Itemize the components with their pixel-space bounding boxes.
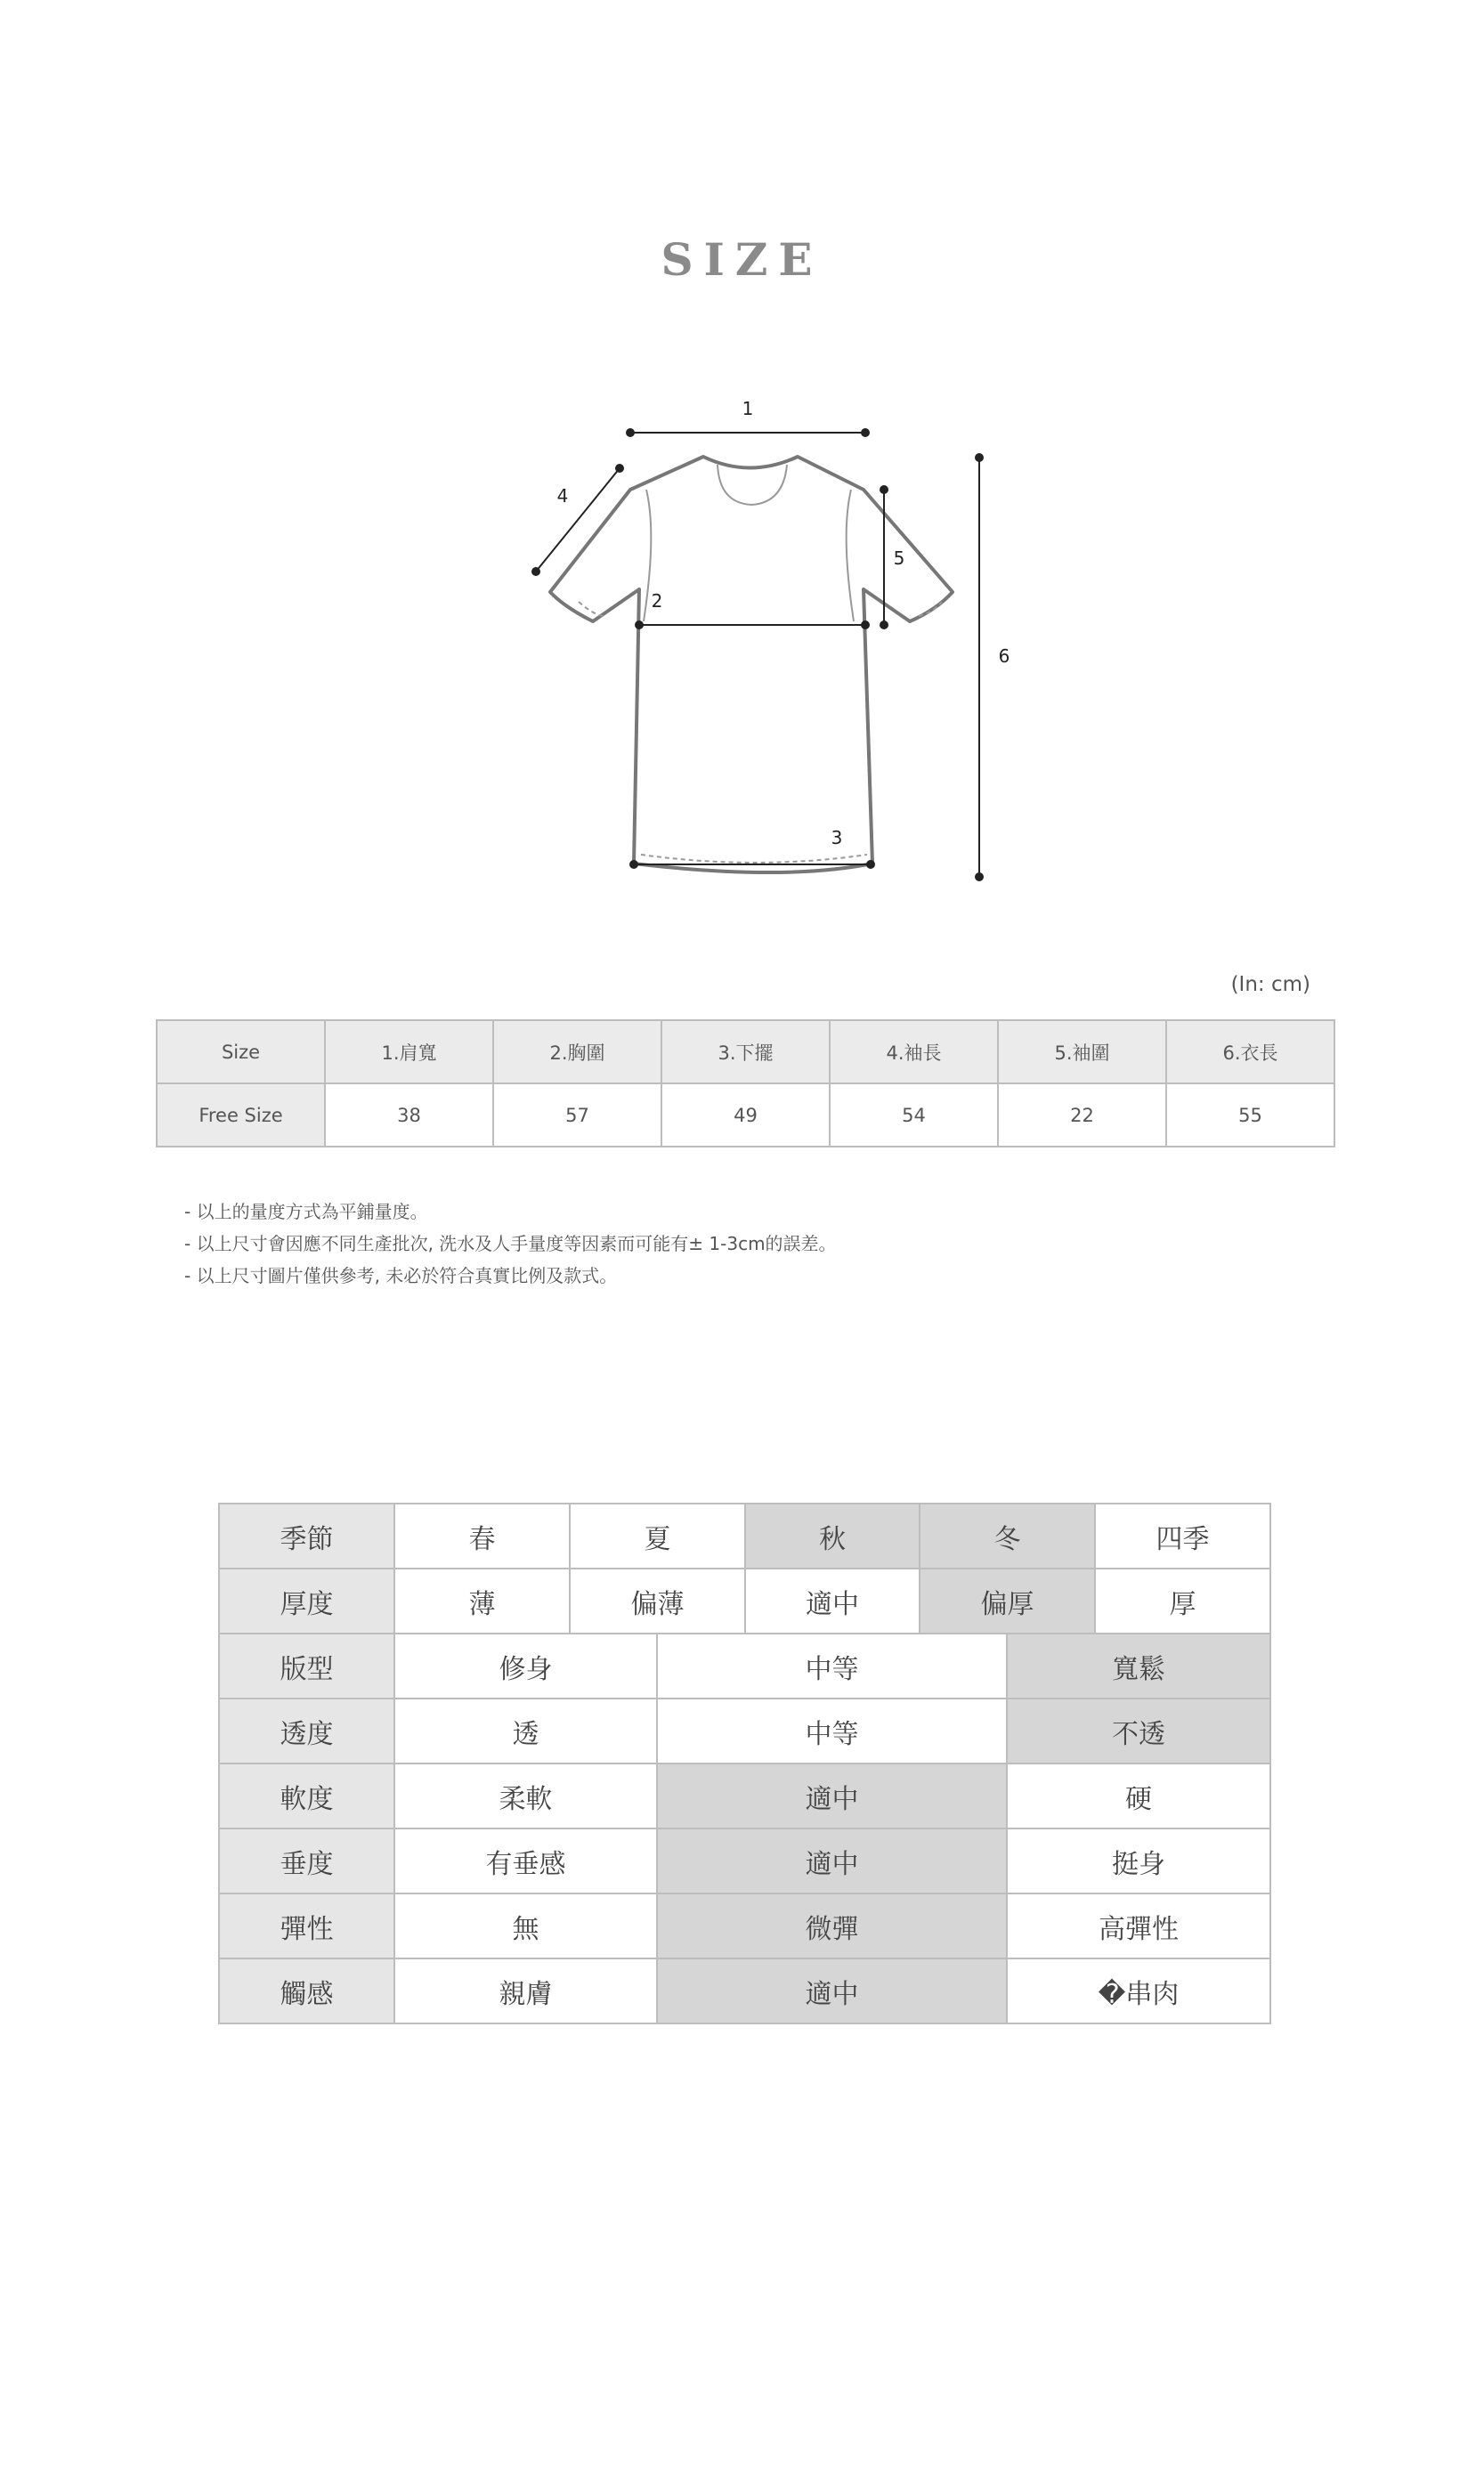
note-line: - 以上的量度方式為平鋪量度。 bbox=[184, 1201, 428, 1222]
fabric-option: 無 bbox=[394, 1893, 657, 1958]
fabric-option: 高彈性 bbox=[1007, 1893, 1270, 1958]
size-value-cell: 49 bbox=[661, 1083, 830, 1147]
sleeve-seam-left bbox=[644, 490, 651, 621]
collar-inner bbox=[718, 465, 787, 505]
fabric-option: 親膚 bbox=[394, 1958, 657, 2023]
fabric-option: 修身 bbox=[394, 1634, 657, 1699]
size-value-cell: 54 bbox=[830, 1083, 998, 1147]
fabric-option-selected: 秋 bbox=[745, 1504, 920, 1569]
size-value-cell: 22 bbox=[998, 1083, 1166, 1147]
fabric-option: 春 bbox=[394, 1504, 570, 1569]
size-table-row bbox=[157, 1083, 1334, 1147]
fabric-row-drape bbox=[219, 1828, 1270, 1893]
size-table-header-row bbox=[157, 1020, 1334, 1083]
fabric-row-fit bbox=[219, 1634, 1270, 1699]
size-value-cell: 57 bbox=[493, 1083, 661, 1147]
fabric-table bbox=[218, 1503, 1271, 2024]
fabric-option: 硬 bbox=[1007, 1764, 1270, 1828]
size-header-cell: 5.袖圍 bbox=[998, 1020, 1166, 1083]
fabric-option-selected: 適中 bbox=[657, 1958, 1007, 2023]
fabric-option: 薄 bbox=[394, 1569, 570, 1634]
page-title: SIZE bbox=[661, 233, 823, 286]
fabric-option-selected: 冬 bbox=[920, 1504, 1095, 1569]
label-4: 4 bbox=[556, 485, 569, 507]
fabric-option-selected: 適中 bbox=[657, 1764, 1007, 1828]
size-header-cell: 6.衣長 bbox=[1166, 1020, 1334, 1083]
fabric-row-label: 透度 bbox=[219, 1699, 394, 1764]
fabric-option: 中等 bbox=[657, 1634, 1007, 1699]
fabric-option: 四季 bbox=[1095, 1504, 1270, 1569]
label-5: 5 bbox=[893, 547, 905, 569]
fabric-option-selected: 寬鬆 bbox=[1007, 1634, 1270, 1699]
size-value-cell: 38 bbox=[325, 1083, 493, 1147]
fabric-row-label: 彈性 bbox=[219, 1893, 394, 1958]
label-6: 6 bbox=[998, 645, 1010, 667]
size-header-cell: 1.肩寬 bbox=[325, 1020, 493, 1083]
note-line: - 以上尺寸會因應不同生產批次, 洗水及人手量度等因素而可能有± 1-3cm的誤差。 bbox=[184, 1233, 837, 1254]
fabric-option: 適中 bbox=[745, 1569, 920, 1634]
sleeve-seam-right bbox=[847, 490, 854, 621]
fabric-option: 厚 bbox=[1095, 1569, 1270, 1634]
fabric-row-label: 觸感 bbox=[219, 1958, 394, 2023]
fabric-option: 透 bbox=[394, 1699, 657, 1764]
fabric-row-label: 垂度 bbox=[219, 1828, 394, 1893]
fabric-row-thickness bbox=[219, 1569, 1270, 1634]
hem-stitch bbox=[641, 855, 867, 863]
size-value-cell: 55 bbox=[1166, 1083, 1334, 1147]
fabric-row-label: 版型 bbox=[219, 1634, 394, 1699]
fabric-row-label: 厚度 bbox=[219, 1569, 394, 1634]
fabric-option: 有垂感 bbox=[394, 1828, 657, 1893]
fabric-option-selected: 適中 bbox=[657, 1828, 1007, 1893]
unit-label: (In: cm) bbox=[1230, 973, 1310, 996]
fabric-option: �串肉 bbox=[1007, 1958, 1270, 2023]
fabric-row-label: 季節 bbox=[219, 1504, 394, 1569]
fabric-option-selected: 不透 bbox=[1007, 1699, 1270, 1764]
size-row-label: Free Size bbox=[157, 1083, 325, 1147]
fabric-row-label: 軟度 bbox=[219, 1764, 394, 1828]
label-2: 2 bbox=[651, 590, 663, 612]
fabric-option: 夏 bbox=[570, 1504, 745, 1569]
size-table bbox=[156, 1019, 1335, 1147]
label-1: 1 bbox=[742, 398, 754, 419]
fabric-row-softness bbox=[219, 1764, 1270, 1828]
note-line: - 以上尺寸圖片僅供參考, 未必於符合真實比例及款式。 bbox=[184, 1265, 618, 1286]
fabric-row-elasticity bbox=[219, 1893, 1270, 1958]
fabric-option: 挺身 bbox=[1007, 1828, 1270, 1893]
size-header-cell: 3.下擺 bbox=[661, 1020, 830, 1083]
fabric-row-season bbox=[219, 1504, 1270, 1569]
fabric-option-selected: 偏厚 bbox=[920, 1569, 1095, 1634]
size-header-cell: Size bbox=[157, 1020, 325, 1083]
size-header-cell: 2.胸圍 bbox=[493, 1020, 661, 1083]
notes bbox=[184, 1196, 837, 1292]
tshirt-outline bbox=[550, 457, 953, 872]
fabric-row-touch bbox=[219, 1958, 1270, 2023]
fabric-option: 中等 bbox=[657, 1699, 1007, 1764]
tshirt-measurement-diagram bbox=[499, 383, 1033, 899]
label-3: 3 bbox=[831, 827, 843, 848]
fabric-option: 偏薄 bbox=[570, 1569, 745, 1634]
fabric-row-transparency bbox=[219, 1699, 1270, 1764]
fabric-option: 柔軟 bbox=[394, 1764, 657, 1828]
size-header-cell: 4.袖長 bbox=[830, 1020, 998, 1083]
fabric-option-selected: 微彈 bbox=[657, 1893, 1007, 1958]
